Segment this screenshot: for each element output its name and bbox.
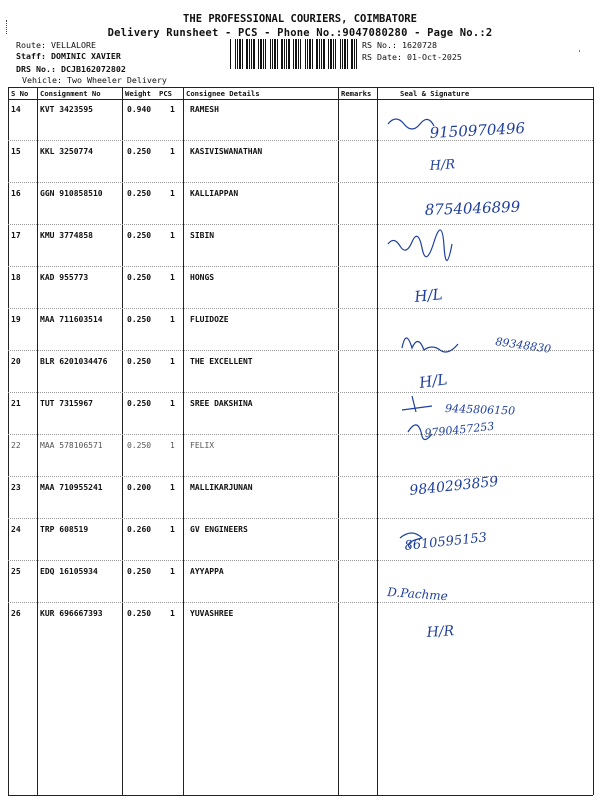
drs-label: DRS No.: [16,64,56,74]
consignee-cell: FELIX [190,441,215,450]
consignee-cell: RAMESH [190,105,219,114]
pcs-cell: 1 [170,147,175,156]
sno-cell: 24 [11,525,21,534]
pcs-cell: 1 [170,189,175,198]
consignment-cell: MAA 578106571 [40,441,103,450]
handwritten-signature: 8754046899 [424,197,521,219]
consignment-cell: KAD 955773 [40,273,89,282]
weight-cell: 0.250 [127,273,152,282]
weight-cell: 0.250 [127,441,152,450]
rs-date-value: 01-Oct-2025 [406,52,462,62]
consignee-cell: YUVASHREE [190,609,234,618]
weight-cell: 0.250 [127,357,152,366]
route-label: Route: [16,40,46,50]
col-consignee: Consignee Details [186,89,260,98]
handwritten-signature: H/L [413,285,444,306]
handwritten-signature: H/R [429,157,456,174]
sno-cell: 20 [11,357,21,366]
consignment-cell: KKL 3250774 [40,147,93,156]
vehicle-label: Vehicle: [22,75,62,85]
drs-value: DCJB162072802 [60,64,126,74]
consignment-cell: TRP 608519 [40,525,89,534]
sno-cell: 14 [11,105,21,114]
handwritten-signature: 9840293859 [408,473,500,499]
pcs-cell: 1 [170,609,175,618]
handwritten-signature: H/R [426,623,455,641]
weight-cell: 0.200 [127,483,152,492]
staff-label: Staff: [16,51,46,61]
col-consignment: Consignment No [40,89,101,98]
weight-cell: 0.250 [127,147,152,156]
sno-cell: 26 [11,609,21,618]
pcs-cell: 1 [170,567,175,576]
consignee-cell: THE EXCELLENT [190,357,253,366]
consignee-cell: SREE DAKSHINA [190,399,253,408]
signature-scribble [402,338,458,352]
weight-cell: 0.250 [127,567,152,576]
company-title: THE PROFESSIONAL COURIERS, COIMBATORE [183,13,417,25]
handwritten-signature: D.Pachme [386,585,449,604]
consignment-cell: KUR 696667393 [40,609,103,618]
consignment-cell: EDQ 16105934 [40,567,98,576]
rs-no-value: 1620728 [401,40,437,50]
staff-value: DOMINIC XAVIER [50,51,121,61]
weight-cell: 0.250 [127,189,152,198]
consignee-cell: KALLIAPPAN [190,189,239,198]
weight-cell: 0.250 [127,609,152,618]
sno-cell: 25 [11,567,21,576]
route-value: VELLALORE [50,40,96,50]
runsheet-subtitle: Delivery Runsheet - PCS - Phone No.:9047080280 - Page No.:2 [107,27,493,39]
weight-cell: 0.250 [127,315,152,324]
weight-cell: 0.940 [127,105,152,114]
handwritten-signature: 9790457253 [423,419,495,440]
consignment-cell: KMU 3774858 [40,231,93,240]
col-weight: Weight [125,89,151,98]
consignment-cell: MAA 710955241 [40,483,103,492]
sno-cell: 23 [11,483,21,492]
consignment-cell: TUT 7315967 [40,399,93,408]
col-pcs: PCS [159,89,172,98]
handwritten-signature: H/L [418,370,449,392]
handwritten-signature: 9150970496 [429,119,526,142]
pcs-cell: 1 [170,315,175,324]
consignee-cell: MALLIKARJUNAN [190,483,253,492]
rs-date-label: RS Date: [362,52,402,62]
consignee-cell: SIBIN [190,231,215,240]
sno-cell: 19 [11,315,21,324]
sno-cell: 18 [11,273,21,282]
handwritten-signature: 89348830 [494,335,552,356]
pcs-cell: 1 [170,441,175,450]
handwritten-signature: 9445806150 [444,402,516,418]
pcs-cell: 1 [170,525,175,534]
consignee-cell: HONGS [190,273,215,282]
consignment-cell: MAA 711603514 [40,315,103,324]
sno-cell: 17 [11,231,21,240]
sno-cell: 15 [11,147,21,156]
pcs-cell: 1 [170,483,175,492]
weight-cell: 0.250 [127,399,152,408]
col-remarks: Remarks [341,89,372,98]
signature-scribble [388,119,434,129]
consignee-cell: GV ENGINEERS [190,525,248,534]
weight-cell: 0.250 [127,231,152,240]
signature-scribble [402,396,432,412]
consignee-cell: FLUIDOZE [190,315,229,324]
sno-cell: 21 [11,399,21,408]
pcs-cell: 1 [170,273,175,282]
consignment-cell: KVT 3423595 [40,105,93,114]
rs-no-label: RS No.: [362,40,397,50]
consignment-cell: GGN 910858510 [40,189,103,198]
scan-mark-dot: ˌ [577,44,582,53]
vehicle-value: Two Wheeler Delivery [66,75,167,85]
handwritten-signature: 8610595153 [403,530,488,554]
consignment-cell: BLR 6201034476 [40,357,108,366]
pcs-cell: 1 [170,399,175,408]
weight-cell: 0.260 [127,525,152,534]
col-sno: S No [11,89,29,98]
pcs-cell: 1 [170,357,175,366]
pcs-cell: 1 [170,231,175,240]
pcs-cell: 1 [170,105,175,114]
signature-scribble [388,230,452,261]
col-signature: Seal & Signature [400,89,470,98]
consignee-cell: AYYAPPA [190,567,224,576]
sno-cell: 22 [11,441,21,450]
consignee-cell: KASIVISWANATHAN [190,147,263,156]
sno-cell: 16 [11,189,21,198]
